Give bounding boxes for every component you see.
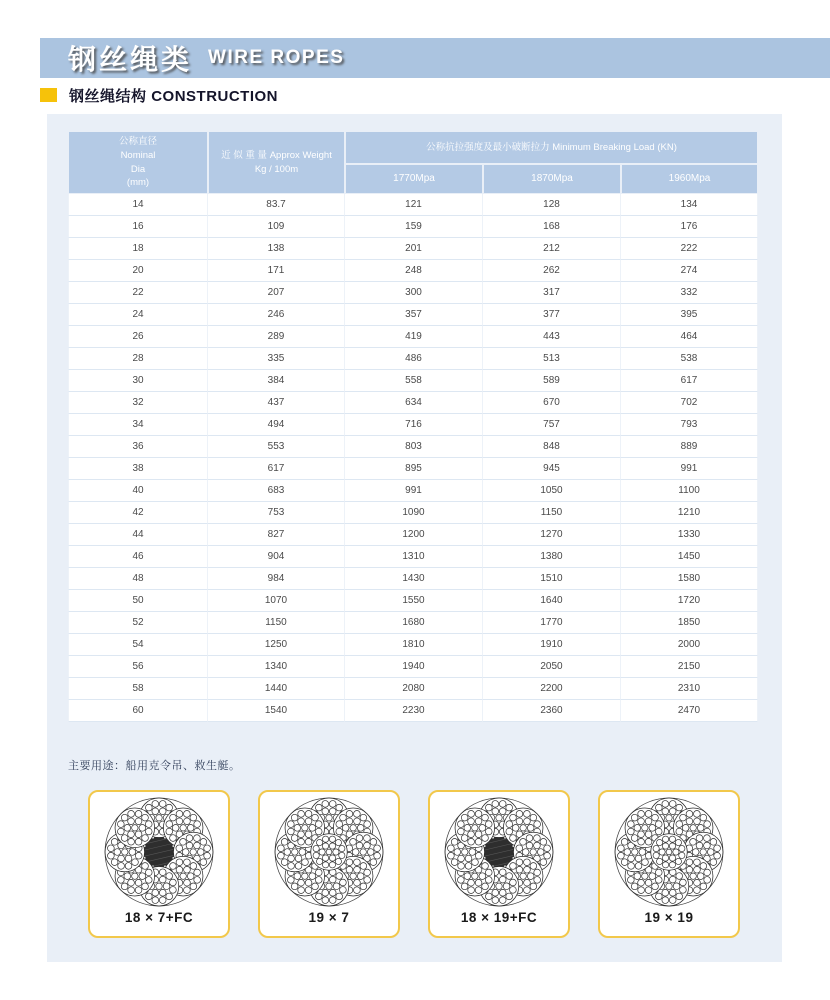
cell-dia: 48 (68, 568, 208, 590)
cell-load-1960: 2000 (621, 634, 758, 656)
page-banner (40, 38, 830, 78)
cell-load-1960: 1850 (621, 612, 758, 634)
cell-weight: 335 (208, 348, 345, 370)
cell-weight: 207 (208, 282, 345, 304)
cell-load-1770: 1680 (345, 612, 483, 634)
cell-load-1770: 300 (345, 282, 483, 304)
cell-load-1770: 991 (345, 480, 483, 502)
cell-dia: 26 (68, 326, 208, 348)
cell-load-1960: 464 (621, 326, 758, 348)
cell-weight: 1150 (208, 612, 345, 634)
main-uses-note: 主要用途：船用克令吊、救生艇。 (68, 760, 241, 772)
table-row (68, 590, 758, 612)
cell-load-1770: 716 (345, 414, 483, 436)
cell-weight: 984 (208, 568, 345, 590)
cell-dia: 50 (68, 590, 208, 612)
cell-dia: 34 (68, 414, 208, 436)
cell-load-1770: 357 (345, 304, 483, 326)
table-row (68, 282, 758, 304)
cell-weight: 1440 (208, 678, 345, 700)
yellow-square-bullet-icon (40, 88, 57, 102)
cell-weight: 1340 (208, 656, 345, 678)
cell-load-1960: 2150 (621, 656, 758, 678)
cell-load-1770: 1310 (345, 546, 483, 568)
cell-load-1870: 589 (483, 370, 621, 392)
cell-weight: 83.7 (208, 194, 345, 216)
table-row (68, 304, 758, 326)
cell-load-1870: 1770 (483, 612, 621, 634)
table-row (68, 612, 758, 634)
cell-load-1960: 176 (621, 216, 758, 238)
rope-cross-section-diagram (611, 795, 727, 909)
table-row (68, 194, 758, 216)
cell-weight: 904 (208, 546, 345, 568)
construction-label: 18 × 19+FC (460, 910, 538, 925)
table-header (68, 131, 758, 194)
cell-load-1870: 262 (483, 260, 621, 282)
table-row (68, 326, 758, 348)
table-row (68, 634, 758, 656)
cell-dia: 14 (68, 194, 208, 216)
cell-load-1870: 848 (483, 436, 621, 458)
cell-load-1870: 2200 (483, 678, 621, 700)
cell-dia: 36 (68, 436, 208, 458)
cell-load-1960: 134 (621, 194, 758, 216)
cell-load-1770: 895 (345, 458, 483, 480)
cell-weight: 494 (208, 414, 345, 436)
table-row (68, 348, 758, 370)
cell-load-1870: 1640 (483, 590, 621, 612)
construction-card-19x7 (258, 790, 400, 938)
cell-weight: 1540 (208, 700, 345, 722)
cell-load-1960: 1580 (621, 568, 758, 590)
table-row (68, 678, 758, 700)
cell-load-1960: 1100 (621, 480, 758, 502)
table-row (68, 414, 758, 436)
construction-label: 19 × 19 (644, 910, 694, 925)
cell-dia: 42 (68, 502, 208, 524)
col-header-nominal-dia: 公称直径 Nominal Dia (mm) (68, 131, 208, 194)
cell-load-1870: 2050 (483, 656, 621, 678)
cell-load-1870: 443 (483, 326, 621, 348)
cell-load-1770: 1430 (345, 568, 483, 590)
cell-dia: 22 (68, 282, 208, 304)
cell-load-1770: 2230 (345, 700, 483, 722)
construction-card-18x19-fc (428, 790, 570, 938)
cell-dia: 24 (68, 304, 208, 326)
table-row (68, 480, 758, 502)
cell-load-1960: 2470 (621, 700, 758, 722)
cell-weight: 683 (208, 480, 345, 502)
cell-load-1960: 702 (621, 392, 758, 414)
section-title-en: CONSTRUCTION (151, 87, 279, 105)
table-row (68, 502, 758, 524)
cell-load-1770: 419 (345, 326, 483, 348)
cell-load-1870: 1270 (483, 524, 621, 546)
cell-weight: 138 (208, 238, 345, 260)
cell-load-1960: 617 (621, 370, 758, 392)
cell-load-1870: 670 (483, 392, 621, 414)
col-header-grade-1870: 1870Mpa (483, 164, 621, 194)
cell-weight: 553 (208, 436, 345, 458)
rope-cross-section-diagram (101, 795, 217, 909)
cell-dia: 58 (68, 678, 208, 700)
banner-title-en: WIRE ROPES (208, 47, 345, 68)
table-row (68, 392, 758, 414)
cell-dia: 56 (68, 656, 208, 678)
cell-load-1770: 121 (345, 194, 483, 216)
cell-weight: 1250 (208, 634, 345, 656)
cell-load-1770: 201 (345, 238, 483, 260)
cell-weight: 753 (208, 502, 345, 524)
section-header (40, 85, 278, 105)
table-row (68, 656, 758, 678)
cell-weight: 246 (208, 304, 345, 326)
table-row (68, 568, 758, 590)
cell-dia: 30 (68, 370, 208, 392)
cell-load-1770: 558 (345, 370, 483, 392)
cell-dia: 28 (68, 348, 208, 370)
rope-cross-section-diagram (441, 795, 557, 909)
cell-load-1960: 1720 (621, 590, 758, 612)
cell-load-1870: 1050 (483, 480, 621, 502)
cell-load-1870: 945 (483, 458, 621, 480)
cell-load-1770: 1550 (345, 590, 483, 612)
table-row (68, 216, 758, 238)
cell-load-1960: 222 (621, 238, 758, 260)
cell-dia: 32 (68, 392, 208, 414)
cell-load-1960: 1210 (621, 502, 758, 524)
col-header-grade-1960: 1960Mpa (621, 164, 758, 194)
table-row (68, 436, 758, 458)
cell-weight: 289 (208, 326, 345, 348)
banner-title-zh: 钢丝绳类 (68, 44, 193, 75)
cell-load-1870: 168 (483, 216, 621, 238)
construction-cards (47, 790, 782, 942)
cell-dia: 46 (68, 546, 208, 568)
cell-load-1960: 395 (621, 304, 758, 326)
col-header-grade-1770: 1770Mpa (345, 164, 483, 194)
cell-load-1770: 1940 (345, 656, 483, 678)
cell-load-1770: 1200 (345, 524, 483, 546)
content-panel (47, 114, 782, 962)
cell-load-1870: 2360 (483, 700, 621, 722)
cell-load-1770: 634 (345, 392, 483, 414)
rope-cross-section-diagram (271, 795, 387, 909)
col-header-approx-weight: 近 似 重 量 Approx Weight Kg / 100m (208, 131, 345, 194)
section-title-zh: 钢丝绳结构 (69, 87, 147, 105)
cell-dia: 52 (68, 612, 208, 634)
cell-load-1870: 1380 (483, 546, 621, 568)
cell-load-1960: 274 (621, 260, 758, 282)
cell-weight: 1070 (208, 590, 345, 612)
cell-load-1870: 757 (483, 414, 621, 436)
col-header-breaking-load: 公称抗拉强度及最小破断拉力 Minimum Breaking Load (KN) (345, 131, 758, 164)
cell-weight: 437 (208, 392, 345, 414)
cell-weight: 384 (208, 370, 345, 392)
table-row (68, 524, 758, 546)
cell-load-1870: 513 (483, 348, 621, 370)
cell-load-1770: 159 (345, 216, 483, 238)
cell-load-1960: 538 (621, 348, 758, 370)
table-row (68, 260, 758, 282)
cell-load-1870: 1510 (483, 568, 621, 590)
cell-load-1960: 991 (621, 458, 758, 480)
cell-load-1770: 1810 (345, 634, 483, 656)
cell-load-1960: 889 (621, 436, 758, 458)
cell-load-1870: 212 (483, 238, 621, 260)
table-row (68, 238, 758, 260)
construction-card-18x7-fc (88, 790, 230, 938)
cell-weight: 171 (208, 260, 345, 282)
cell-dia: 16 (68, 216, 208, 238)
cell-dia: 40 (68, 480, 208, 502)
table-row (68, 370, 758, 392)
cell-load-1770: 1090 (345, 502, 483, 524)
cell-dia: 18 (68, 238, 208, 260)
cell-dia: 38 (68, 458, 208, 480)
cell-load-1870: 1910 (483, 634, 621, 656)
cell-weight: 617 (208, 458, 345, 480)
wire-rope-spec-table (68, 131, 758, 722)
cell-load-1870: 1150 (483, 502, 621, 524)
cell-load-1960: 332 (621, 282, 758, 304)
cell-dia: 60 (68, 700, 208, 722)
table-body (68, 194, 758, 722)
cell-load-1960: 2310 (621, 678, 758, 700)
cell-load-1770: 2080 (345, 678, 483, 700)
cell-load-1770: 486 (345, 348, 483, 370)
table-row (68, 458, 758, 480)
cell-load-1870: 317 (483, 282, 621, 304)
cell-weight: 109 (208, 216, 345, 238)
cell-load-1870: 128 (483, 194, 621, 216)
cell-load-1960: 1330 (621, 524, 758, 546)
cell-load-1770: 248 (345, 260, 483, 282)
table-row (68, 700, 758, 722)
cell-dia: 44 (68, 524, 208, 546)
construction-label: 18 × 7+FC (124, 910, 194, 925)
cell-dia: 54 (68, 634, 208, 656)
cell-load-1870: 377 (483, 304, 621, 326)
cell-dia: 20 (68, 260, 208, 282)
construction-card-19x19 (598, 790, 740, 938)
cell-load-1960: 1450 (621, 546, 758, 568)
cell-load-1770: 803 (345, 436, 483, 458)
construction-label: 19 × 7 (308, 910, 350, 925)
cell-weight: 827 (208, 524, 345, 546)
table-row (68, 546, 758, 568)
cell-load-1960: 793 (621, 414, 758, 436)
